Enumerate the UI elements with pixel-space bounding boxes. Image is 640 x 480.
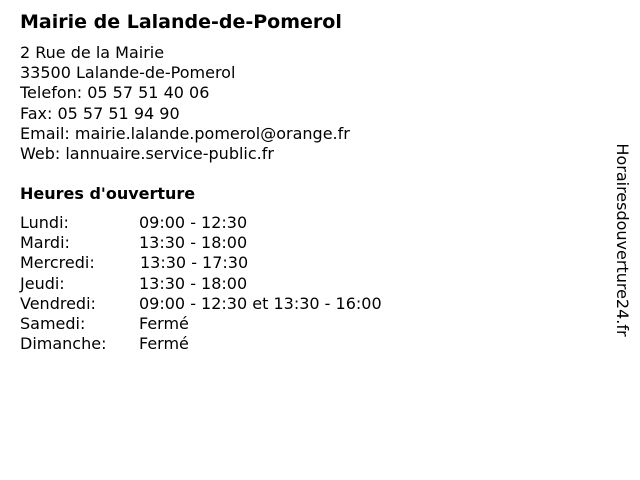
day-hours: 13:30 - 18:00: [139, 273, 248, 293]
day-label: Mercredi:: [20, 253, 95, 273]
page-title: Mairie de Lalande-de-Pomerol: [20, 11, 342, 33]
day-label: Dimanche:: [20, 334, 107, 354]
fax-line: Fax: 05 57 51 94 90: [20, 103, 180, 123]
day-hours: 09:00 - 12:30: [139, 213, 248, 232]
hours-heading: Heures d'ouverture: [20, 184, 196, 203]
day-label: Mardi:: [20, 233, 70, 253]
day-hours: 09:00 - 12:30 et 13:30 - 16:00: [139, 293, 382, 313]
day-label: Jeudi:: [20, 273, 65, 293]
phone-line: Telefon: 05 57 51 40 06: [20, 83, 210, 103]
day-hours: Fermé: [139, 313, 189, 333]
day-hours: Fermé: [139, 334, 189, 354]
contact-block: [20, 43, 350, 164]
address-city: 33500 Lalande-de-Pomerol: [20, 63, 236, 83]
day-hours: 13:30 - 18:00: [139, 233, 248, 253]
day-label: Vendredi:: [20, 293, 96, 313]
day-hours: 13:30 - 17:30: [140, 253, 249, 273]
address-street: 2 Rue de la Mairie: [20, 43, 165, 62]
day-label: Samedi:: [20, 313, 86, 333]
web-line: Web: lannuaire.service-public.fr: [20, 144, 274, 164]
site-watermark: Horairesdouverture24.fr: [613, 143, 632, 337]
email-line: Email: mairie.lalande.pomerol@orange.fr: [20, 123, 350, 143]
day-label: Lundi:: [20, 213, 69, 232]
